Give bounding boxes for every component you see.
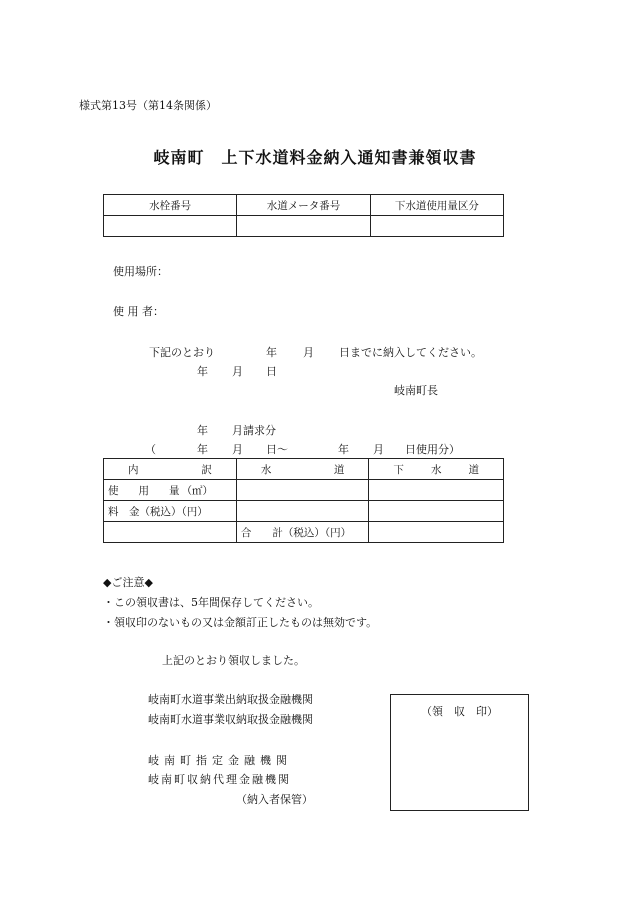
date-year: 年 [197, 365, 208, 378]
institution-collection: 岐南町水道事業収納取扱金融機関 [148, 713, 313, 726]
notice-item: ・この領収書は、5年間保存してください。 [103, 596, 319, 609]
header-cell-sewer-class: 下水道使用量区分 [370, 195, 503, 216]
table-row [104, 216, 504, 237]
notice-item: ・領収印のないもの又は金額訂正したものは無効です。 [103, 616, 378, 629]
total-label-cell: 合 計（税込）（円） [236, 522, 369, 543]
due-suffix: 日までに納入してください。 [339, 346, 482, 359]
period-open: （ [145, 443, 156, 456]
user-label: 使 用 者： [113, 305, 164, 318]
usage-label-cell: 使 用 量 （㎡） [104, 480, 237, 501]
stamp-label: （領 収 印） [421, 705, 498, 718]
notice-heading: ◆ご注意◆ [103, 576, 153, 589]
value-cell-meter-number[interactable] [237, 216, 370, 237]
sewer-usage-cell[interactable] [369, 480, 504, 501]
period-year1: 年 [197, 443, 208, 456]
table-row [104, 459, 504, 480]
period-day1: 日～ [266, 443, 288, 456]
table-row [104, 501, 504, 522]
form-number: 様式第13号（第14条関係） [79, 99, 217, 112]
date-day: 日 [266, 365, 277, 378]
meter-info-table [103, 194, 504, 237]
header-cell-sewer: 下 水 道 [369, 459, 504, 480]
water-fee-cell[interactable] [236, 501, 369, 522]
due-month: 月 [303, 346, 314, 359]
header-cell-meter-tap: 水栓番号 [104, 195, 237, 216]
due-prefix: 下記のとおり [149, 346, 215, 359]
period-suffix: 日使用分） [405, 443, 460, 456]
table-row [104, 480, 504, 501]
period-month2: 月 [373, 443, 384, 456]
header-cell-item: 内 訳 [104, 459, 237, 480]
mayor-label: 岐南町長 [394, 384, 438, 397]
usage-place-label: 使用場所： [113, 265, 168, 278]
value-cell-meter-tap[interactable] [104, 216, 237, 237]
water-usage-cell[interactable] [236, 480, 369, 501]
total-amount-cell[interactable] [369, 522, 504, 543]
table-row [104, 522, 504, 543]
fee-label-cell: 料 金（税込）（円） [104, 501, 237, 522]
header-cell-water: 水 道 [236, 459, 369, 480]
empty-cell [104, 522, 237, 543]
billing-suffix: 月請求分 [232, 424, 276, 437]
institution-agent: 岐南町収納代理金融機関 [148, 773, 291, 786]
payer-copy-label: （納入者保管） [236, 793, 313, 806]
page-title: 岐南町 上下水道料金納入通知書兼領収書 [153, 148, 477, 167]
sewer-fee-cell[interactable] [369, 501, 504, 522]
billing-year: 年 [197, 424, 208, 437]
institution-designated: 岐南町指定金融機関 [148, 754, 292, 767]
received-text: 上記のとおり領収しました。 [162, 654, 305, 667]
value-cell-sewer-class[interactable] [370, 216, 503, 237]
date-month: 月 [232, 365, 243, 378]
table-row [104, 195, 504, 216]
charge-table [103, 458, 504, 543]
due-year: 年 [266, 346, 277, 359]
period-month1: 月 [232, 443, 243, 456]
institution-disbursement: 岐南町水道事業出納取扱金融機関 [148, 693, 313, 706]
period-year2: 年 [338, 443, 349, 456]
header-cell-meter-number: 水道メータ番号 [237, 195, 370, 216]
receipt-stamp-box [390, 694, 529, 811]
